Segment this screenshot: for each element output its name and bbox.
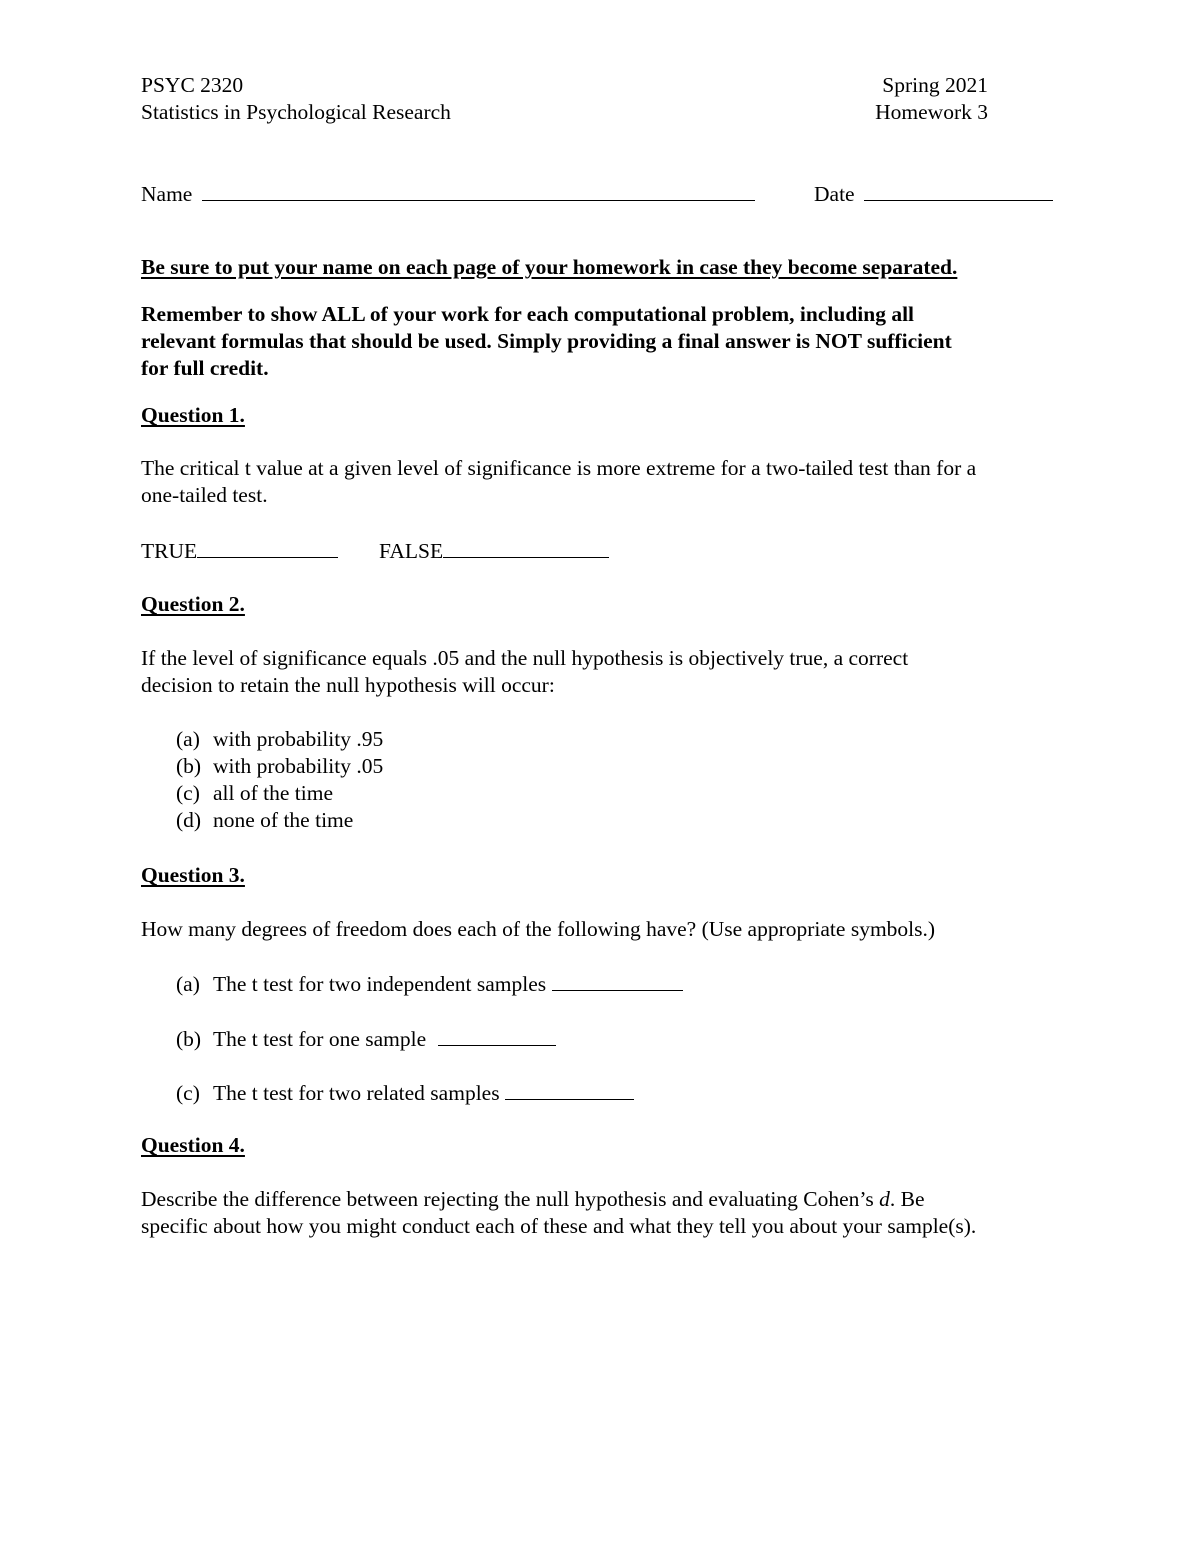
date-blank[interactable] [864, 180, 1053, 201]
option-c-text: all of the time [213, 781, 334, 805]
option-b-text: with probability .05 [213, 754, 384, 778]
df-item-a-blank[interactable] [552, 970, 683, 991]
df-item-b-tag: (b) [176, 1027, 202, 1051]
df-item-a [176, 970, 683, 998]
question-1-text-line-2: one-tailed test. [141, 483, 268, 507]
option-d-tag: (d) [176, 808, 202, 832]
name-notice: Be sure to put your name on each page of your homework in case they become separated. [141, 255, 958, 279]
question-4-text-line-1 [141, 1186, 925, 1213]
question-4-heading: Question 4. [141, 1133, 245, 1157]
option-c-tag: (c) [176, 781, 200, 805]
df-item-a-tag: (a) [176, 972, 200, 996]
name-label: Name [141, 182, 193, 206]
assignment-title: Homework 3 [875, 100, 988, 124]
df-item-b [176, 1025, 556, 1053]
option-d-text: none of the time [213, 808, 354, 832]
option-a-tag: (a) [176, 727, 200, 751]
df-item-c-blank[interactable] [505, 1079, 634, 1100]
work-instruction-line-3: for full credit. [141, 356, 269, 380]
question-4-text-line-1-start: Describe the difference between rejecting the null hypothesis and evaluating Cohen’s [141, 1187, 880, 1211]
df-item-a-text: The t test for two independent samples [213, 972, 547, 996]
false-blank[interactable] [443, 537, 609, 558]
question-2-text-line-2: decision to retain the null hypothesis will occur: [141, 673, 555, 697]
option-b [176, 753, 383, 780]
df-item-c-tag: (c) [176, 1081, 200, 1105]
df-item-b-text: The t test for one sample [213, 1027, 427, 1051]
option-a [176, 726, 383, 753]
name-field [141, 180, 755, 208]
df-item-c-text: The t test for two related samples [213, 1081, 500, 1105]
question-4-text-line-1-end: . Be [889, 1187, 925, 1211]
question-2-heading: Question 2. [141, 592, 245, 616]
df-item-b-blank[interactable] [438, 1025, 556, 1046]
true-label: TRUE [141, 539, 198, 563]
work-instruction-line-2: relevant formulas that should be used. Simply providing a final answer is NOT sufficient [141, 329, 952, 353]
question-4-text-line-2: specific about how you might conduct each of these and what they tell you about your sample(s). [141, 1214, 977, 1238]
true-option [141, 537, 338, 565]
false-option [379, 537, 609, 565]
false-label: FALSE [379, 539, 444, 563]
question-3-heading: Question 3. [141, 863, 245, 887]
df-item-c [176, 1079, 634, 1107]
option-b-tag: (b) [176, 754, 202, 778]
question-2-text-line-1: If the level of significance equals .05 and the null hypothesis is objectively true, a correct [141, 646, 909, 670]
cohens-d-symbol: d [879, 1187, 890, 1211]
name-blank[interactable] [202, 180, 755, 201]
date-label: Date [814, 182, 855, 206]
course-title: Statistics in Psychological Research [141, 100, 451, 124]
term: Spring 2021 [882, 73, 988, 97]
option-d [176, 807, 353, 834]
question-1-heading: Question 1. [141, 403, 245, 427]
option-a-text: with probability .95 [213, 727, 384, 751]
question-1-text-line-1: The critical t value at a given level of significance is more extreme for a two-tailed test than for a [141, 456, 977, 480]
question-3-prompt: How many degrees of freedom does each of the following have? (Use appropriate symbols.) [141, 917, 936, 941]
true-blank[interactable] [197, 537, 338, 558]
date-field [814, 180, 1053, 208]
course-code: PSYC 2320 [141, 73, 244, 97]
work-instruction-line-1: Remember to show ALL of your work for each computational problem, including all [141, 302, 915, 326]
option-c [176, 780, 333, 807]
